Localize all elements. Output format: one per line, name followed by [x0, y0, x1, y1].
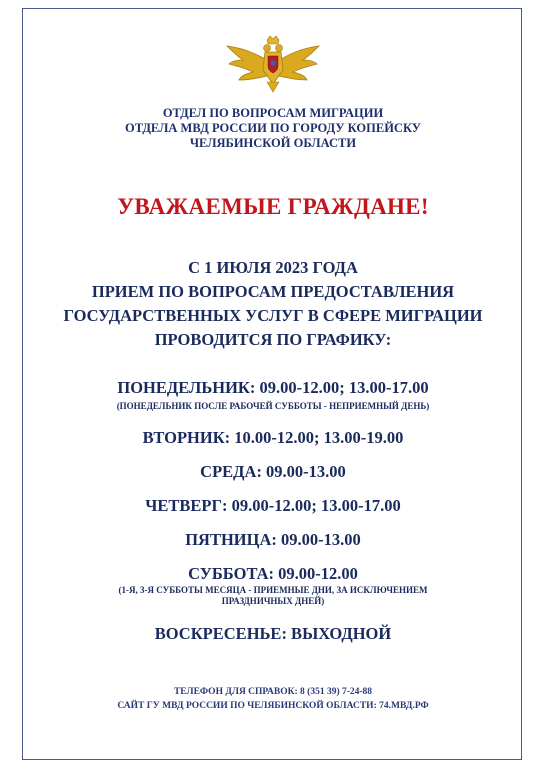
schedule-saturday-note-2: ПРАЗДНИЧНЫХ ДНЕЙ) — [221, 596, 325, 606]
intro-line-2: ПРИЕМ ПО ВОПРОСАМ ПРЕДОСТАВЛЕНИЯ — [91, 282, 455, 301]
intro-line-1: С 1 ИЮЛЯ 2023 ГОДА — [188, 258, 358, 277]
schedule-thursday: ЧЕТВЕРГ: 09.00-12.00; 13.00-17.00 — [145, 496, 401, 515]
schedule-monday-note: (ПОНЕДЕЛЬНИК ПОСЛЕ РАБОЧЕЙ СУББОТЫ - НЕПРИЕМНЫЙ ДЕНЬ) — [116, 401, 430, 411]
headline: УВАЖАЕМЫЕ ГРАЖДАНЕ! — [117, 194, 429, 219]
schedule-saturday-note-1: (1-Я, 3-Я СУББОТЫ МЕСЯЦА - ПРИЕМНЫЕ ДНИ, ЗА ИСКЛЮЧЕНИЕМ — [118, 585, 428, 595]
schedule-sunday: ВОСКРЕСЕНЬЕ: ВЫХОДНОЙ — [154, 624, 392, 643]
schedule-tuesday: ВТОРНИК: 10.00-12.00; 13.00-19.00 — [142, 428, 404, 447]
intro-line-4: ПРОВОДИТСЯ ПО ГРАФИКУ: — [154, 330, 392, 349]
schedule-friday: ПЯТНИЦА: 09.00-13.00 — [185, 530, 361, 549]
department-line-3: ЧЕЛЯБИНСКОЙ ОБЛАСТИ — [189, 136, 357, 150]
department-line-1: ОТДЕЛ ПО ВОПРОСАМ МИГРАЦИИ — [162, 106, 384, 120]
schedule-wednesday: СРЕДА: 09.00-13.00 — [200, 462, 346, 481]
intro-line-3: ГОСУДАРСТВЕННЫХ УСЛУГ В СФЕРЕ МИГРАЦИИ — [63, 306, 483, 325]
footer-phone: ТЕЛЕФОН ДЛЯ СПРАВОК: 8 (351 39) 7-24-88 — [173, 687, 373, 697]
schedule-monday: ПОНЕДЕЛЬНИК: 09.00-12.00; 13.00-17.00 — [117, 378, 429, 397]
department-line-2: ОТДЕЛА МВД РОССИИ ПО ГОРОДУ КОПЕЙСКУ — [125, 121, 421, 135]
mvd-emblem-icon — [223, 34, 323, 96]
footer-site: САЙТ ГУ МВД РОССИИ ПО ЧЕЛЯБИНСКОЙ ОБЛАСТИ: 74.МВД.РФ — [117, 701, 429, 711]
schedule-saturday: СУББОТА: 09.00-12.00 — [188, 564, 358, 583]
